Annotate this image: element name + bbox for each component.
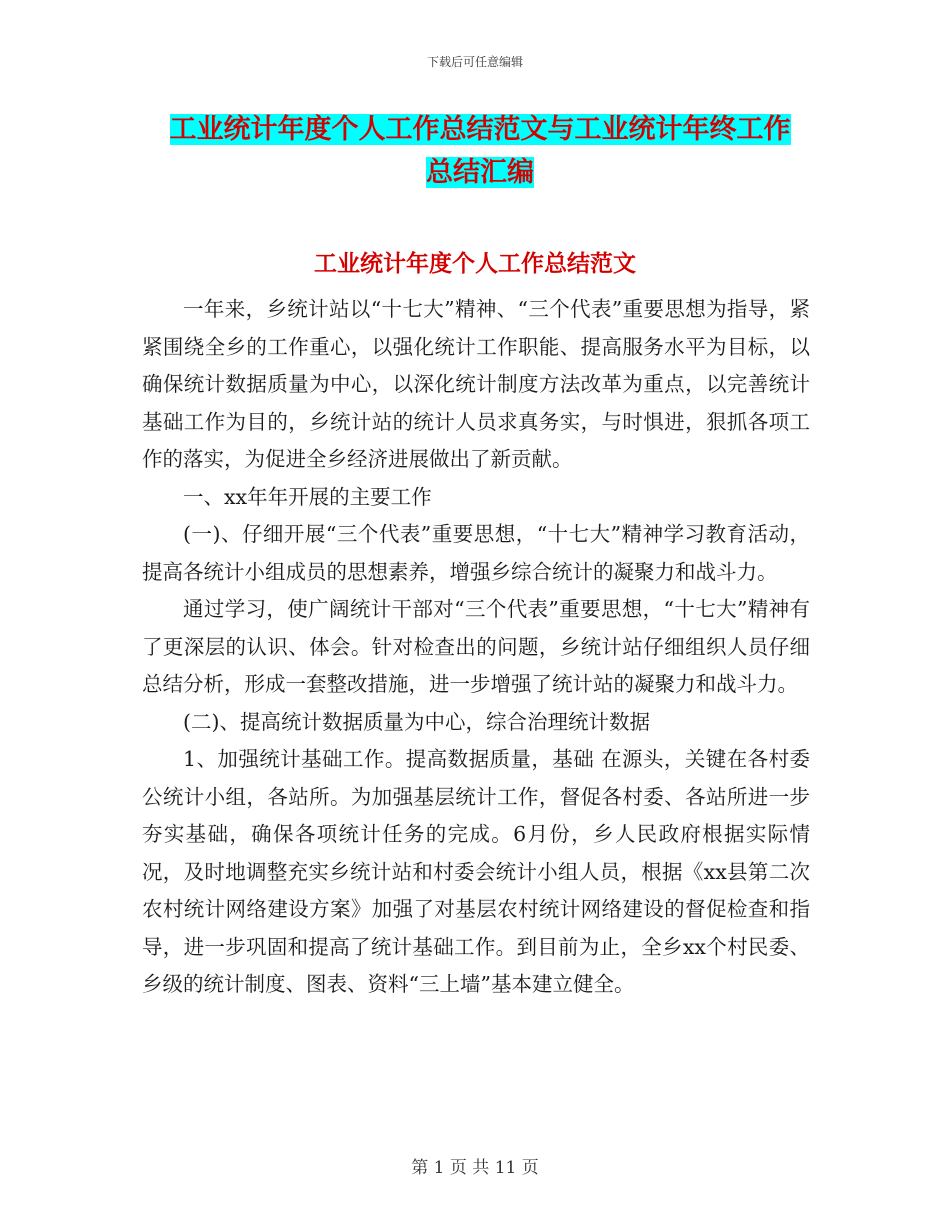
page-footer: 第 1 页 共 11 页: [411, 1158, 539, 1178]
document-body: [142, 291, 810, 1004]
paragraph: 通过学习，使广阔统计干部对“三个代表”重要思想，“十七大”精神有了更深层的认识、体会。针对检查出的问题，乡统计站仔细组织人员仔细总结分析，形成一套整改措施，进一步增强了统计站的凝聚力和战斗力。: [142, 597, 810, 696]
paragraph: (一)、仔细开展“三个代表”重要思想，“十七大”精神学习教育活动，提高各统计小组成员的思想素养，增强乡综合统计的凝聚力和战斗力。: [142, 522, 810, 584]
paragraph: 一、xx年年开展的主要工作: [183, 484, 432, 509]
main-title-line1: 工业统计年度个人工作总结范文与工业统计年终工作: [169, 114, 791, 145]
paragraph: 1、加强统计基础工作。提高数据质量，基础 在源头，关键在各村委公统计小组，各站所。为加强基层统计工作，督促各村委、各站所进一步夯实基础，确保各项统计任务的完成。6月份，乡人民政府根据实际情况，及时地调整充实乡统计站和村委会统计小组人员，根据《xx县第二次农村统计网络建设方案》加强了对基层农村统计网络建设的督促检查和指导，进一步巩固和提高了统计基础工作。到目前为止，全乡xx个村民委、乡级的统计制度、图表、资料“三上墙”基本建立健全。: [142, 747, 810, 996]
section-title: 工业统计年度个人工作总结范文: [314, 251, 636, 277]
main-title: [140, 108, 820, 194]
main-title-line2: 总结汇编: [426, 157, 534, 188]
header-note: 下载后可任意编辑: [426, 55, 523, 69]
paragraph: (二)、提高统计数据质量为中心，综合治理统计数据: [183, 709, 650, 734]
paragraph: 一年来，乡统计站以“十七大”精神、“三个代表”重要思想为指导，紧紧围绕全乡的工作重心，以强化统计工作职能、提高服务水平为目标，以确保统计数据质量为中心，以深化统计制度方法改革为重点，以完善统计基础工作为目的，乡统计站的统计人员求真务实，与时惧进，狠抓各项工作的落实，为促进全乡经济进展做出了新贡献。: [142, 297, 810, 471]
